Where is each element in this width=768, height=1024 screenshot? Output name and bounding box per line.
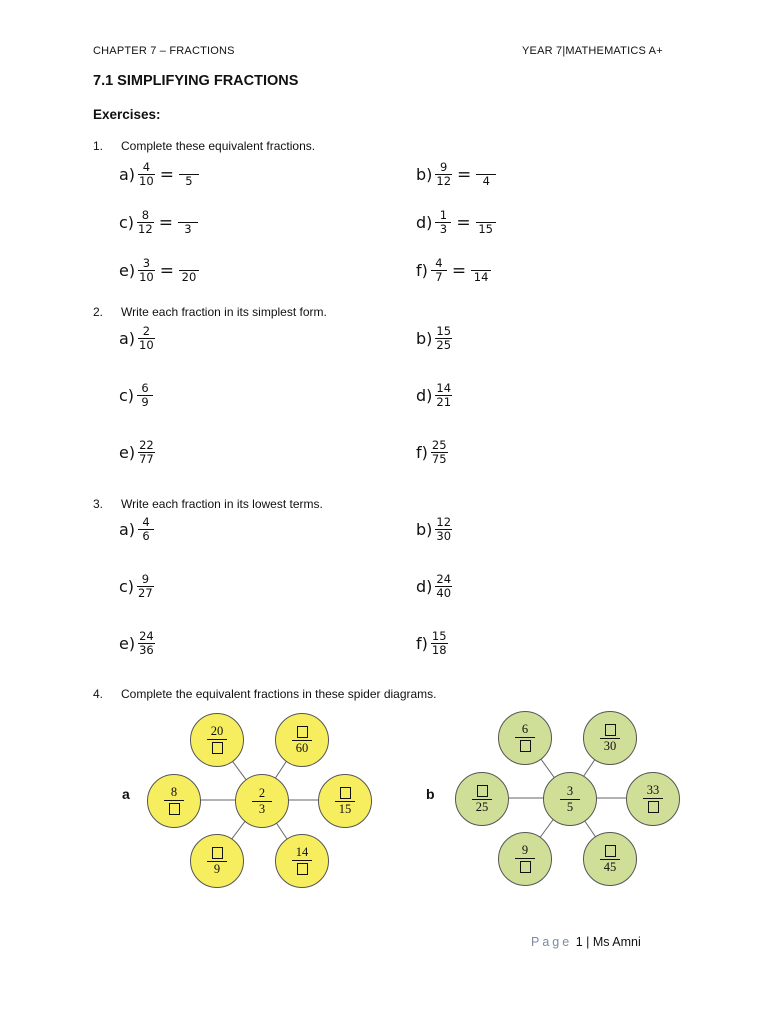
- question-text: Complete the equivalent fractions in these spider diagrams.: [121, 687, 437, 701]
- item-label: b): [416, 329, 433, 348]
- equals-sign: =: [457, 164, 472, 185]
- denominator: 10: [139, 270, 154, 284]
- circle-fraction: [207, 846, 227, 876]
- circle-number: 45: [603, 860, 617, 874]
- spider-node-center: [235, 774, 289, 828]
- page-footer: [531, 935, 641, 949]
- denominator: 75: [431, 452, 447, 466]
- circle-fraction: [335, 786, 355, 816]
- fraction-bar: [164, 800, 184, 801]
- circle-number: 8: [170, 785, 178, 799]
- footer-separator: |: [586, 935, 590, 949]
- denominator: 3: [184, 222, 192, 236]
- fraction-bar: [207, 739, 227, 740]
- question-number: 1.: [93, 139, 104, 153]
- numerator: 9: [440, 160, 448, 174]
- question-number: 2.: [93, 305, 104, 319]
- circle-number: 20: [210, 724, 224, 738]
- denominator: 77: [139, 452, 154, 466]
- circle-fraction: [207, 725, 227, 755]
- denominator: 9: [141, 395, 149, 409]
- spider-node-left: [147, 774, 201, 828]
- item-label: d): [416, 577, 433, 596]
- numerator: 3: [142, 256, 151, 270]
- numerator: 12: [436, 515, 452, 529]
- numerator: 9: [141, 572, 150, 586]
- circle-fraction: [600, 844, 620, 874]
- circle-fraction: [292, 846, 312, 876]
- answer-box[interactable]: [520, 740, 531, 752]
- circle-fraction: [292, 725, 312, 755]
- footer-author: Ms Amni: [592, 935, 641, 949]
- denominator: 27: [138, 586, 153, 600]
- item-label: f): [416, 261, 428, 280]
- numerator: 24: [139, 629, 154, 643]
- spider-node-bottom-left: [190, 834, 244, 888]
- numerator: 4: [142, 160, 151, 174]
- fraction-bar: [643, 798, 663, 799]
- denominator: 10: [139, 174, 154, 188]
- equals-sign: =: [158, 212, 173, 233]
- item-label: a): [119, 329, 136, 348]
- diagram-b-label: b: [426, 786, 435, 802]
- item-label: c): [119, 386, 135, 405]
- denominator: 3: [439, 222, 448, 236]
- item-label: e): [119, 443, 136, 462]
- denominator: 12: [436, 174, 452, 188]
- numerator: 4: [435, 256, 443, 270]
- item-label: a): [119, 165, 136, 184]
- circle-fraction: [560, 785, 580, 814]
- circle-number: 33: [646, 783, 660, 797]
- denominator: 25: [436, 338, 452, 352]
- circle-number: 9: [213, 862, 221, 876]
- circle-fraction: [643, 784, 663, 814]
- year-header: YEAR 7|MATHEMATICS A+: [522, 45, 663, 57]
- answer-box[interactable]: [605, 724, 616, 736]
- spider-node-bottom-right: [275, 834, 329, 888]
- spider-node-center: [543, 772, 597, 826]
- circle-fraction: [252, 787, 272, 816]
- denominator: 15: [478, 222, 493, 236]
- circle-number: 9: [521, 843, 529, 857]
- circle-number: 3: [258, 801, 266, 816]
- circle-fraction: [600, 723, 620, 753]
- equals-sign: =: [451, 260, 467, 281]
- section-title: 7.1 SIMPLIFYING FRACTIONS: [93, 73, 299, 89]
- item-label: e): [119, 634, 136, 653]
- circle-number: 15: [338, 802, 352, 816]
- spider-node-left: [455, 772, 509, 826]
- question-text: Write each fraction in its lowest terms.: [121, 497, 323, 511]
- denominator: 5: [185, 174, 193, 188]
- denominator: 30: [436, 529, 452, 543]
- denominator: 6: [142, 529, 150, 543]
- item-label: a): [119, 520, 136, 539]
- equals-sign: =: [159, 260, 174, 281]
- answer-box[interactable]: [477, 785, 488, 797]
- chapter-header: CHAPTER 7 – FRACTIONS: [93, 45, 235, 57]
- denominator: 20: [181, 270, 197, 284]
- item-label: d): [416, 213, 433, 232]
- item-label: f): [416, 443, 428, 462]
- page-word: Page: [531, 935, 573, 949]
- numerator: 6: [141, 381, 149, 395]
- answer-box[interactable]: [605, 845, 616, 857]
- answer-box[interactable]: [297, 726, 308, 738]
- spider-node-bottom-right: [583, 832, 637, 886]
- item-label: b): [416, 520, 433, 539]
- circle-fraction: [472, 784, 492, 814]
- fraction-bar: [292, 860, 312, 861]
- denominator: 12: [138, 222, 153, 236]
- denominator: 18: [431, 643, 447, 657]
- fraction-bar: [515, 737, 535, 738]
- numerator: 4: [142, 515, 150, 529]
- item-label: e): [119, 261, 136, 280]
- item-label: f): [416, 634, 428, 653]
- exercises-heading: Exercises:: [93, 107, 161, 122]
- circle-number: 14: [295, 845, 309, 859]
- circle-fraction: [164, 786, 184, 816]
- circle-number: 5: [566, 799, 574, 814]
- numerator: 8: [141, 208, 150, 222]
- numerator: 22: [139, 438, 154, 452]
- spider-node-right: [626, 772, 680, 826]
- item-label: c): [119, 577, 135, 596]
- spider-node-top-left: [190, 713, 244, 767]
- question-number: 3.: [93, 497, 104, 511]
- circle-number: 6: [521, 722, 529, 736]
- answer-box[interactable]: [212, 742, 223, 754]
- page-number: 1: [575, 935, 583, 949]
- answer-box[interactable]: [340, 787, 351, 799]
- numerator: 15: [436, 324, 452, 338]
- numerator: 24: [436, 572, 452, 586]
- answer-box[interactable]: [169, 803, 180, 815]
- item-label: c): [119, 213, 135, 232]
- denominator: 4: [482, 174, 490, 188]
- circle-number: 30: [603, 739, 617, 753]
- denominator: 14: [473, 270, 489, 284]
- answer-box[interactable]: [520, 861, 531, 873]
- numerator: 14: [436, 381, 452, 395]
- equals-sign: =: [159, 164, 174, 185]
- denominator: 7: [435, 270, 443, 284]
- denominator: 40: [436, 586, 452, 600]
- spider-node-right: [318, 774, 372, 828]
- denominator: 10: [139, 338, 154, 352]
- item-label: d): [416, 386, 433, 405]
- question-text: Complete these equivalent fractions.: [121, 139, 316, 153]
- numerator: 25: [431, 438, 447, 452]
- answer-box[interactable]: [212, 847, 223, 859]
- question-text: Write each fraction in its simplest form.: [121, 305, 327, 319]
- spider-node-bottom-left: [498, 832, 552, 886]
- circle-number: 3: [566, 783, 574, 798]
- item-label: b): [416, 165, 433, 184]
- denominator: 36: [139, 643, 154, 657]
- circle-fraction: [515, 723, 535, 753]
- circle-fraction: [515, 844, 535, 874]
- denominator: 21: [436, 395, 452, 409]
- numerator: 1: [439, 208, 448, 222]
- spider-node-top-right: [583, 711, 637, 765]
- circle-number: 2: [258, 785, 266, 800]
- fraction-bar: [515, 858, 535, 859]
- numerator: 15: [431, 629, 447, 643]
- circle-number: 25: [475, 800, 489, 814]
- numerator: 2: [142, 324, 151, 338]
- equals-sign: =: [456, 212, 471, 233]
- answer-box[interactable]: [648, 801, 659, 813]
- spider-node-top-right: [275, 713, 329, 767]
- answer-box[interactable]: [297, 863, 308, 875]
- question-number: 4.: [93, 687, 104, 701]
- spider-node-top-left: [498, 711, 552, 765]
- diagram-a-label: a: [122, 786, 130, 802]
- circle-number: 60: [295, 741, 309, 755]
